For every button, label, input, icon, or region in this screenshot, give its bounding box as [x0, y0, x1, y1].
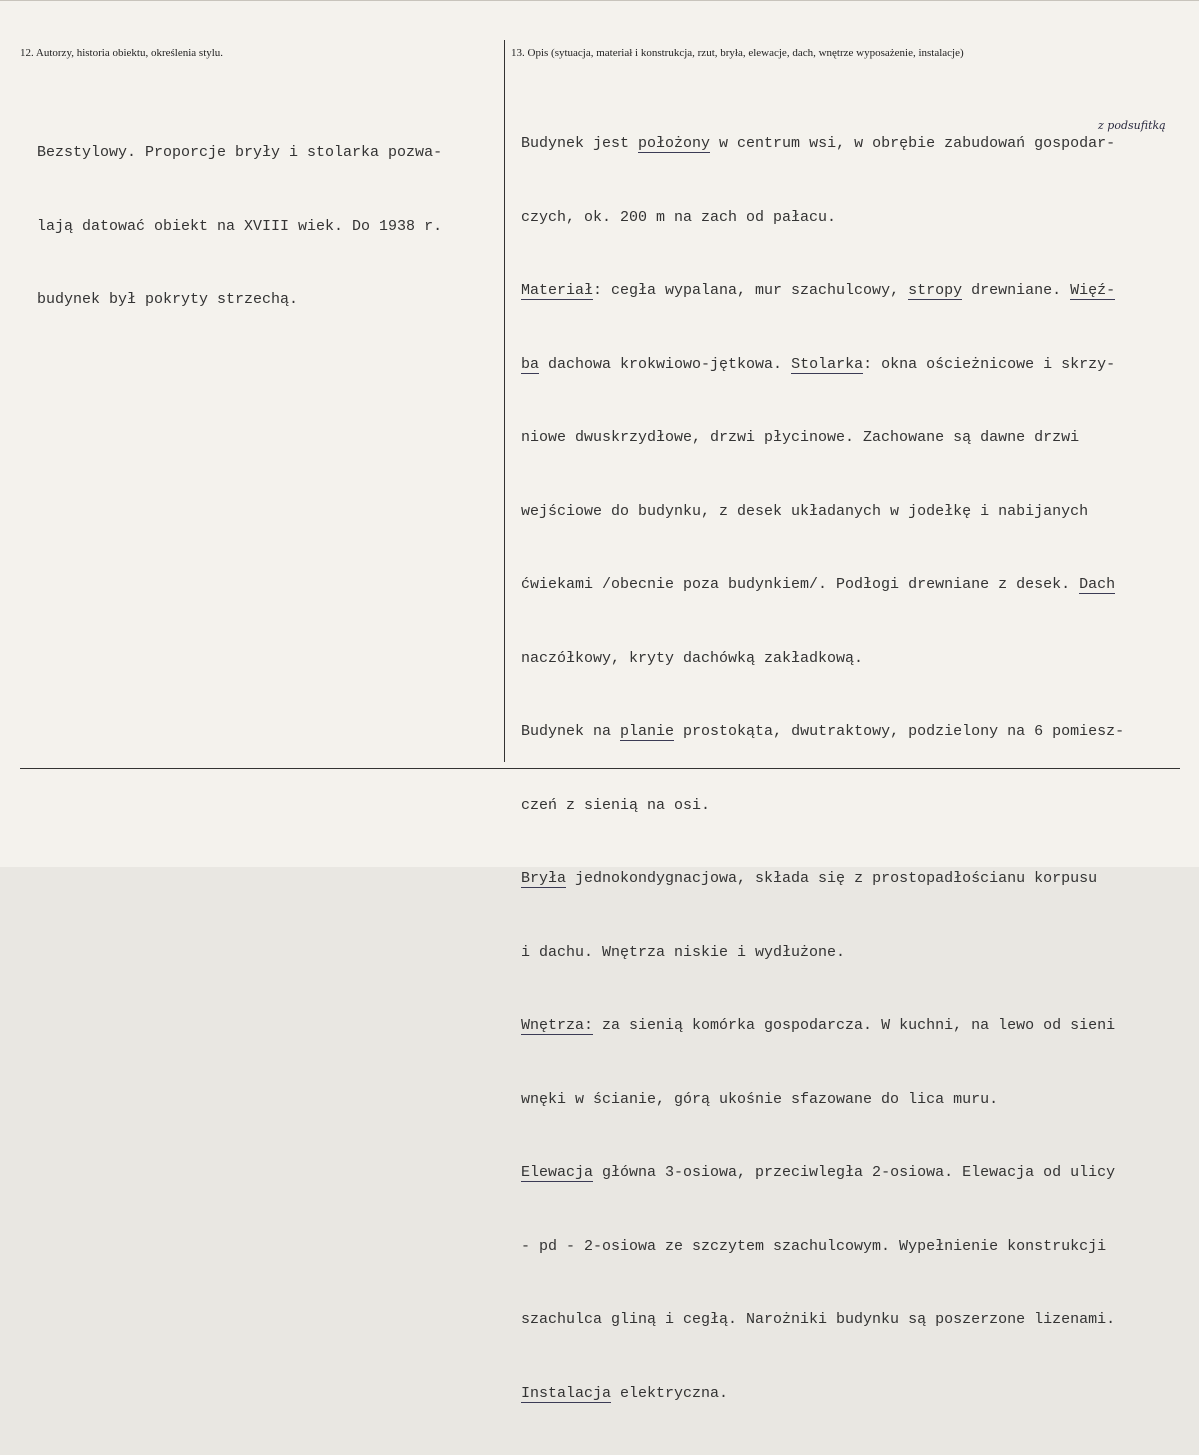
- text-line: ba dachowa krokwiowo-jętkowa. Stolarka: okna ościeżnicowe i skrzy-: [521, 355, 1116, 373]
- text-line: Budynek na planie prostokąta, dwutraktowy, podzielony na 6 pomiesz-: [521, 723, 1125, 740]
- text-line: Bryła jednokondygnacjowa, składa się z prostopadłościanu korpusu: [521, 870, 1098, 887]
- underlined-term: Bryła: [521, 870, 567, 887]
- text-line: Budynek jest położony w centrum wsi, w obrębie zabudowań gospodar-: [521, 135, 1116, 152]
- section-12-header: 12. Autorzy, historia obiektu, określenia stylu.: [20, 47, 224, 59]
- section-13-text: [521, 83, 1124, 1455]
- underlined-term: Więź-: [1070, 282, 1116, 299]
- text-line: lają datować obiekt na XVIII wiek. Do 1938 r.: [37, 217, 443, 235]
- text-line: Bezstylowy. Proporcje bryły i stolarka pozwa-: [37, 144, 443, 161]
- underlined-term: Wnętrza:: [521, 1017, 594, 1034]
- underlined-term: Dach: [1079, 576, 1116, 593]
- text-line: czeń z sienią na osi.: [521, 796, 711, 814]
- text-line: Materiał: cegła wypalana, mur szachulcowy, stropy drewniane. Więź-: [521, 282, 1116, 299]
- underlined-term: Stolarka: [791, 355, 864, 373]
- section-12-text: [37, 92, 442, 362]
- text-line: wnęki w ścianie, górą ukośnie sfazowane do lica muru.: [521, 1090, 999, 1108]
- text-line: Instalacja elektryczna.: [521, 1384, 729, 1402]
- column-divider: [504, 40, 505, 762]
- text-line: Wnętrza: za sienią komórka gospodarcza. W kuchni, na lewo od sieni: [521, 1017, 1116, 1034]
- text-line: niowe dwuskrzydłowe, drzwi płycinowe. Zachowane są dawne drzwi: [521, 429, 1080, 446]
- text-line: szachulca gliną i cegłą. Narożniki budynku są poszerzone lizenami.: [521, 1311, 1116, 1328]
- text-line: budynek był pokryty strzechą.: [37, 291, 299, 308]
- underlined-term: Materiał: [521, 282, 594, 299]
- underlined-term: położony: [638, 135, 711, 152]
- text-line: czych, ok. 200 m na zach od pałacu.: [521, 208, 837, 226]
- text-line: i dachu. Wnętrza niskie i wydłużone.: [521, 943, 846, 961]
- text-line: wejściowe do budynku, z desek układanych w jodełkę i nabijanych: [521, 502, 1089, 520]
- text-line: ćwiekami /obecnie poza budynkiem/. Podłogi drewniane z desek. Dach: [521, 576, 1116, 593]
- text-line: naczółkowy, kryty dachówką zakładkową.: [521, 649, 864, 667]
- text-line: Elewacja główna 3-osiowa, przeciwległa 2-osiowa. Elewacja od ulicy: [521, 1164, 1116, 1181]
- text-line: - pd - 2-osiowa ze szczytem szachulcowym. Wypełnienie konstrukcji: [521, 1237, 1107, 1255]
- underlined-term: ba: [521, 355, 540, 373]
- underlined-term: planie: [620, 723, 675, 740]
- section-13-header: 13. Opis (sytuacja, materiał i konstrukcja, rzut, bryła, elewacje, dach, wnętrze wyposażenie, instalacje): [511, 47, 964, 59]
- underlined-term: Elewacja: [521, 1164, 594, 1181]
- underlined-term: Instalacja: [521, 1384, 612, 1402]
- handwritten-annotation: z podsufitką: [1098, 119, 1166, 132]
- underlined-term: stropy: [908, 282, 963, 299]
